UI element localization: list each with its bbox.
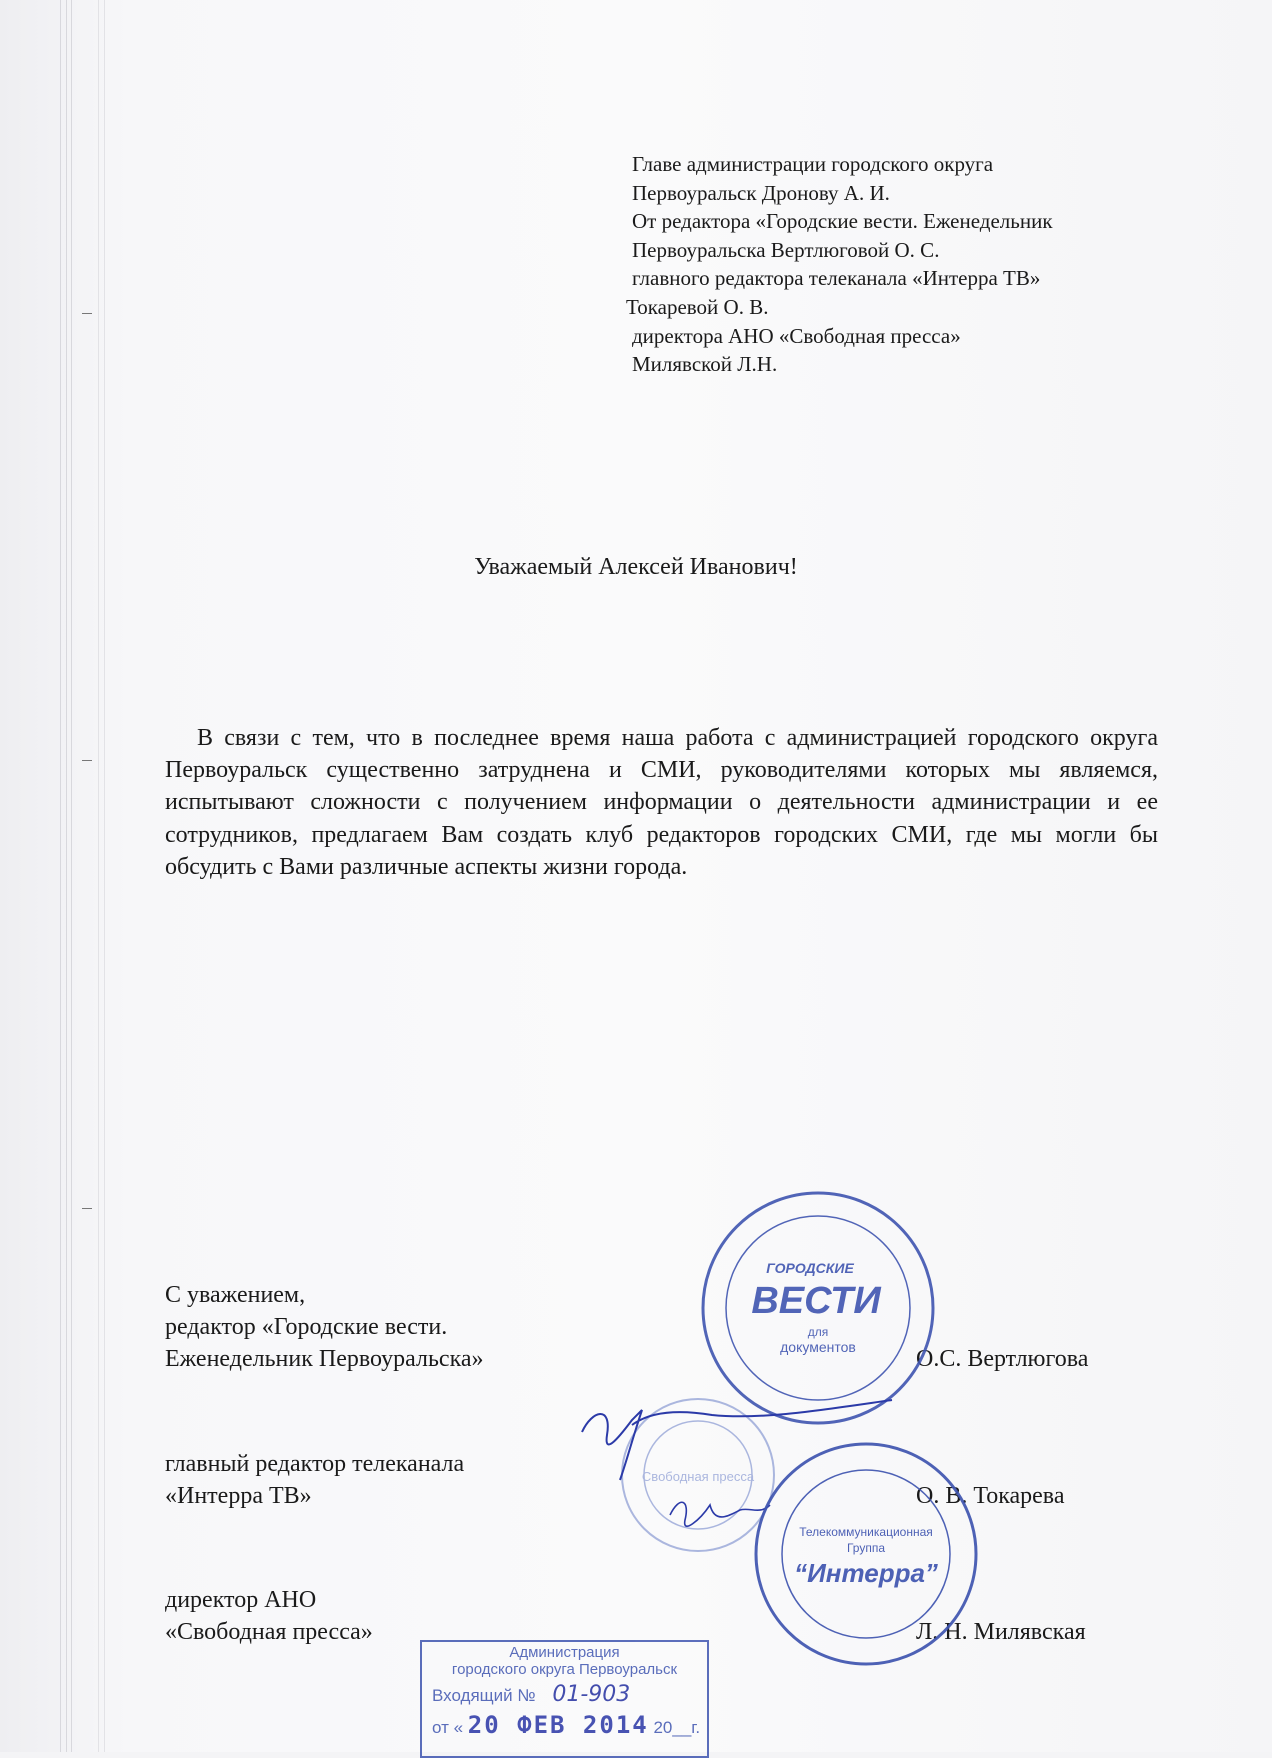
letter-body [165, 722, 1158, 883]
addressee-line: От редактора «Городские вести. Еженедельник [632, 209, 1053, 234]
interra-name: “Интерра” [794, 1558, 938, 1588]
addressee-line: Токаревой О. В. [626, 294, 769, 319]
vesti-inner-text: документов [780, 1339, 856, 1355]
tv-title: «Интерра ТВ» [165, 1483, 312, 1509]
ano-title: «Свободная пресса» [165, 1619, 373, 1645]
interra-group-text: Телекоммуникационная [799, 1525, 933, 1539]
press-stamp-text: Свободная пресса [641, 1469, 755, 1484]
addressee-line: Милявской Л.Н. [632, 352, 778, 377]
fold-tick [82, 1208, 92, 1209]
editor-name: О.С. Вертлюгова [916, 1346, 1089, 1372]
fold-tick [82, 313, 92, 314]
letter-body-text: В связи с тем, что в последнее время наша работа с администрацией городского округа Первоуральск существенно затруднена и СМИ, руководителями которых мы являемся, испытывают сложности с получением информации о деятельности администрации и ее сотрудников, предлагаем Вам создать клуб редакторов городских СМИ, где мы могли бы обсудить с Вами различные аспекты жизни города. [165, 725, 1158, 880]
addressee-line: Первоуральск Дронову А. И. [632, 180, 890, 205]
fold-line [66, 0, 67, 1752]
tv-title: главный редактор телеканала [165, 1451, 465, 1477]
date-value: 20 ФЕВ 2014 [467, 1711, 649, 1739]
addressee-line: директора АНО «Свободная пресса» [632, 323, 961, 348]
date-suffix: 20__г. [653, 1718, 701, 1737]
fold-line [104, 0, 105, 1752]
fold-line [98, 0, 99, 1752]
addressee-block [626, 150, 1192, 379]
date-prefix: от « [432, 1718, 464, 1737]
registration-line: Администрация [509, 1644, 620, 1661]
incoming-row [422, 1682, 707, 1707]
registration-line: городского округа Первоуральск [451, 1661, 678, 1678]
salutation: Уважаемый Алексей Иванович! [474, 554, 798, 580]
addressee-line: главного редактора телеканала «Интерра ТВ» [632, 266, 1041, 291]
ano-name: Л. Н. Милявская [916, 1619, 1086, 1645]
editor-title: Еженедельник Первоуральска» [165, 1346, 484, 1372]
incoming-number: 01-903 [552, 1682, 631, 1707]
interra-group-text: Группа [846, 1541, 886, 1555]
date-row [422, 1711, 707, 1739]
addressee-line: Первоуральска Вертлюговой О. С. [632, 237, 940, 262]
ano-title: директор АНО [165, 1587, 317, 1613]
closing: С уважением, [165, 1282, 306, 1308]
vesti-logo-main: ВЕСТИ [751, 1280, 881, 1322]
registration-stamp [420, 1640, 709, 1758]
tv-name: О. В. Токарева [916, 1483, 1065, 1509]
interra-stamp [752, 1440, 980, 1668]
editor-title: редактор «Городские вести. [165, 1314, 448, 1340]
fold-line [60, 0, 61, 1752]
vesti-inner-text: для [807, 1325, 829, 1339]
vesti-logo-top: ГОРОДСКИЕ [766, 1260, 854, 1276]
fold-line [71, 0, 72, 1752]
addressee-line: Главе администрации городского округа [632, 152, 994, 176]
incoming-label: Входящий № [432, 1686, 536, 1705]
fold-tick [82, 760, 92, 761]
